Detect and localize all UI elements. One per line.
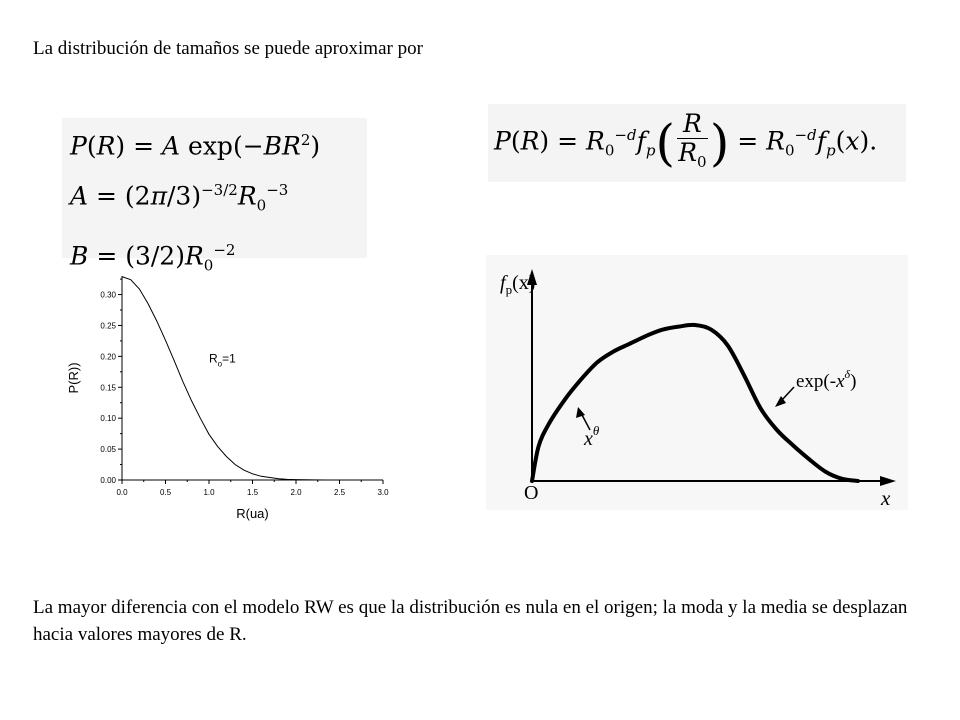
chart1-x-tick-label: 0.0 — [116, 488, 128, 497]
chart2-exp-label: $\exp(-x^\delta)$ — [796, 367, 857, 392]
chart1-axes — [122, 276, 383, 480]
chart1-y-tick-label: 0.10 — [100, 414, 116, 424]
gaussian-distribution-chart — [60, 268, 400, 528]
chart1-y-axis-label: P(R)) — [66, 362, 81, 394]
scaling-function-chart — [486, 255, 908, 510]
chart2-origin-label: O — [524, 482, 539, 504]
chart1-y-tick-label: 0.05 — [100, 445, 116, 455]
chart1-x-tick-label: 2.5 — [333, 488, 346, 497]
chart1-x-tick-label: 3.0 — [377, 488, 389, 497]
intro-text: La distribución de tamaños se puede aproximar por — [33, 38, 423, 59]
chart2-y-axis-label: $f_p(x)$ — [500, 272, 536, 297]
equation-p-of-r: P(R) = A $\exp(-BR^2)$ — [70, 131, 321, 161]
chart1-x-tick-label: 2.0 — [290, 488, 302, 497]
chart1-series-line — [122, 277, 326, 480]
chart1-x-tick-label: 1.0 — [203, 488, 215, 497]
chart1-y-tick-label: 0.30 — [100, 290, 116, 300]
chart1-y-tick-label: 0.00 — [100, 476, 116, 485]
chart2-power-law-label: $x^\theta$ — [584, 423, 600, 450]
equation-a: $A = (2\pi/3)^{-3/2}R_0^{-3}$ — [70, 181, 289, 215]
chart1-annotation-r0: $R_o=1$ — [209, 351, 236, 369]
chart1-x-axis-label: R(ua) — [236, 506, 269, 521]
chart1-y-tick-label: 0.25 — [100, 321, 116, 331]
chart1-y-tick-label: 0.20 — [100, 352, 116, 362]
equation-scaling: $P(R) = R_0^{-d}f_p$ ( $\frac{R}{R_0}$ ) = $R_0^{-d}f_p(x)$. — [488, 104, 906, 182]
chart1-x-tick-label: 1.5 — [246, 488, 259, 497]
chart1-y-tick-label: 0.15 — [100, 383, 116, 393]
chart1-ticks — [100, 279, 389, 497]
chart1-x-tick-label: 0.5 — [159, 488, 172, 497]
footer-text: La mayor diferencia con el modelo RW es que la distribución es nula en el origen; la moda y la media se desplazan hacia valores mayores de R. — [33, 597, 908, 645]
equations-left — [62, 118, 367, 274]
equation-b: $B = (3/2)R_0^{-2}$ — [70, 240, 236, 274]
chart2-x-axis-label: x — [881, 486, 891, 510]
